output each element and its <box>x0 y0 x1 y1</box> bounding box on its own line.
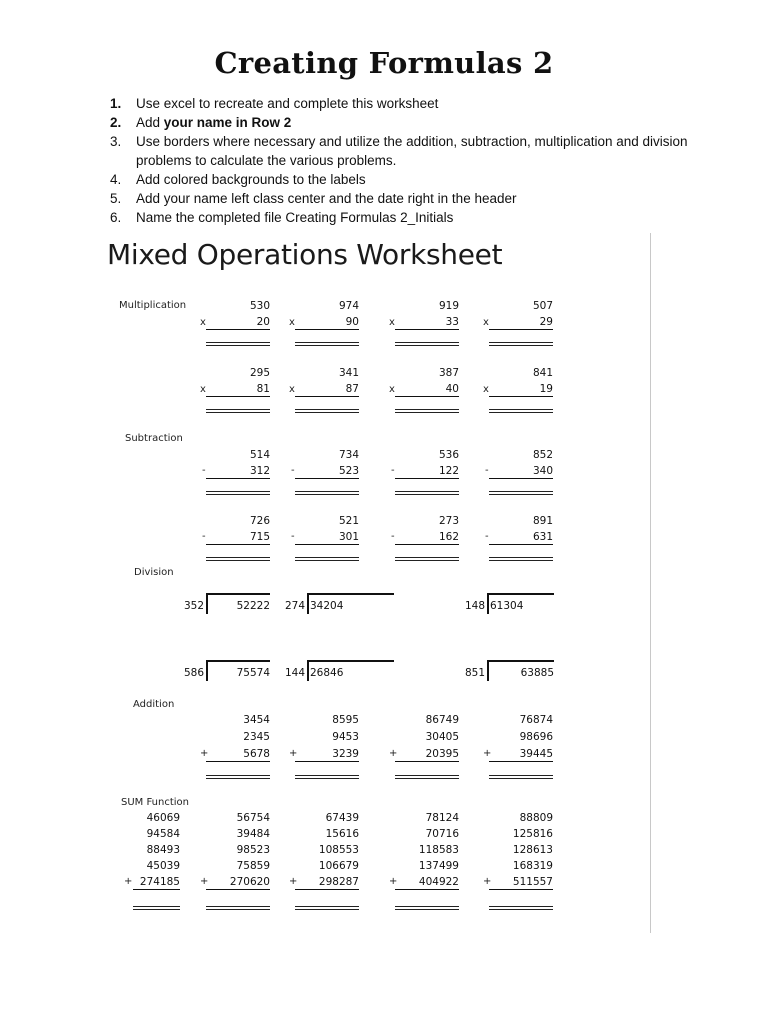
sum-value: 118583 <box>418 844 459 856</box>
mult-multiplier: 20 <box>256 316 270 328</box>
division-bracket-side <box>307 593 309 614</box>
answer-line <box>206 396 270 397</box>
divisor: 851 <box>464 667 485 679</box>
sum-value: 128613 <box>512 844 553 856</box>
answer-line <box>489 761 553 762</box>
answer-double-line <box>395 906 459 910</box>
answer-double-line <box>295 491 359 495</box>
mult-multiplicand: 295 <box>249 367 270 379</box>
multiply-sign: x <box>483 384 489 395</box>
dividend: 63885 <box>520 667 554 679</box>
worksheet-title: Mixed Operations Worksheet <box>107 238 503 271</box>
minus-sign: - <box>391 531 395 542</box>
answer-double-line <box>489 775 553 779</box>
sum-value: 39484 <box>236 828 270 840</box>
sub-minuend: 514 <box>249 449 270 461</box>
addend: 3454 <box>243 714 270 726</box>
page-title: Creating Formulas 2 <box>214 46 554 80</box>
instruction-item <box>110 132 696 170</box>
plus-sign: + <box>124 876 133 887</box>
plus-sign: + <box>483 876 492 887</box>
instruction-item <box>110 113 696 132</box>
multiply-sign: x <box>289 317 295 328</box>
sum-value: 125816 <box>512 828 553 840</box>
answer-line <box>295 478 359 479</box>
sub-minuend: 734 <box>338 449 359 461</box>
sub-subtrahend: 162 <box>438 531 459 543</box>
answer-double-line <box>206 491 270 495</box>
answer-line <box>206 889 270 890</box>
label-addition: Addition <box>133 699 175 710</box>
multiply-sign: x <box>389 317 395 328</box>
answer-double-line <box>395 557 459 561</box>
answer-double-line <box>206 342 270 346</box>
minus-sign: - <box>291 531 295 542</box>
dividend: 75574 <box>236 667 270 679</box>
sub-minuend: 726 <box>249 515 270 527</box>
divisor: 586 <box>183 667 204 679</box>
plus-sign: + <box>200 876 209 887</box>
plus-sign: + <box>200 748 209 759</box>
sum-value: 15616 <box>325 828 359 840</box>
answer-line <box>489 329 553 330</box>
plus-sign: + <box>289 876 298 887</box>
answer-double-line <box>206 409 270 413</box>
answer-line <box>395 544 459 545</box>
answer-double-line <box>395 775 459 779</box>
label-subtraction: Subtraction <box>125 433 183 444</box>
instruction-item <box>110 94 696 113</box>
answer-line <box>295 329 359 330</box>
sum-value: 46069 <box>146 812 180 824</box>
instruction-text: Use excel to recreate and complete this worksheet <box>136 96 439 111</box>
divisor: 148 <box>464 600 485 612</box>
answer-line <box>489 544 553 545</box>
instruction-text: Add your name left class center and the date right in the header <box>136 191 517 206</box>
answer-double-line <box>295 557 359 561</box>
instruction-text: Add colored backgrounds to the labels <box>136 172 366 187</box>
sum-value: 67439 <box>325 812 359 824</box>
answer-line <box>489 396 553 397</box>
answer-line <box>206 761 270 762</box>
answer-double-line <box>295 906 359 910</box>
instruction-item <box>110 208 696 227</box>
answer-line <box>489 478 553 479</box>
multiply-sign: x <box>289 384 295 395</box>
multiply-sign: x <box>483 317 489 328</box>
plus-sign: + <box>289 748 298 759</box>
addend: 76874 <box>519 714 553 726</box>
sum-value: 45039 <box>146 860 180 872</box>
dividend: 61304 <box>490 600 524 612</box>
answer-double-line <box>489 906 553 910</box>
instruction-item <box>110 170 696 189</box>
mult-multiplicand: 387 <box>438 367 459 379</box>
instruction-item <box>110 189 696 208</box>
instruction-number: 5. <box>110 191 122 206</box>
divisor: 144 <box>284 667 305 679</box>
instruction-text: Add <box>136 115 164 130</box>
sub-minuend: 536 <box>438 449 459 461</box>
sum-value: 75859 <box>236 860 270 872</box>
instruction-number: 3. <box>110 134 122 149</box>
mult-multiplicand: 919 <box>438 300 459 312</box>
sum-value: 298287 <box>318 876 359 888</box>
addend: 98696 <box>519 731 553 743</box>
instruction-text: Name the completed file Creating Formulas 2_Initials <box>136 210 454 225</box>
answer-double-line <box>489 409 553 413</box>
mult-multiplier: 19 <box>539 383 553 395</box>
answer-line <box>295 761 359 762</box>
sum-value: 56754 <box>236 812 270 824</box>
division-bracket-top <box>206 660 270 662</box>
addend: 9453 <box>332 731 359 743</box>
answer-double-line <box>295 342 359 346</box>
minus-sign: - <box>202 465 206 476</box>
label-sum-function: SUM Function <box>121 797 190 808</box>
answer-double-line <box>206 906 270 910</box>
sub-subtrahend: 631 <box>532 531 553 543</box>
minus-sign: - <box>291 465 295 476</box>
dividend: 34204 <box>310 600 344 612</box>
instruction-text: Use borders where necessary and utilize the addition, subtraction, multiplication and division problems to calculate the various problems. <box>136 134 688 168</box>
instruction-bold-text: your name in Row 2 <box>163 115 292 130</box>
sub-minuend: 852 <box>532 449 553 461</box>
answer-line <box>295 889 359 890</box>
answer-line <box>395 396 459 397</box>
sum-value: 168319 <box>512 860 553 872</box>
sum-value: 511557 <box>512 876 553 888</box>
division-bracket-top <box>307 660 394 662</box>
sum-value: 88809 <box>519 812 553 824</box>
sub-minuend: 273 <box>438 515 459 527</box>
minus-sign: - <box>391 465 395 476</box>
sum-value: 94584 <box>146 828 180 840</box>
sub-minuend: 891 <box>532 515 553 527</box>
instruction-number: 6. <box>110 210 122 225</box>
mult-multiplier: 87 <box>345 383 359 395</box>
plus-sign: + <box>389 876 398 887</box>
addend: 20395 <box>425 748 459 760</box>
mult-multiplicand: 530 <box>249 300 270 312</box>
answer-line <box>395 478 459 479</box>
answer-double-line <box>489 557 553 561</box>
minus-sign: - <box>202 531 206 542</box>
label-division: Division <box>134 567 174 578</box>
mult-multiplicand: 341 <box>338 367 359 379</box>
instructions-list <box>110 94 696 227</box>
sum-value: 78124 <box>425 812 459 824</box>
sub-minuend: 521 <box>338 515 359 527</box>
answer-double-line <box>489 491 553 495</box>
answer-line <box>295 544 359 545</box>
answer-line <box>395 761 459 762</box>
mult-multiplier: 33 <box>445 316 459 328</box>
sum-value: 274185 <box>139 876 180 888</box>
addend: 2345 <box>243 731 270 743</box>
page-edge-divider <box>650 233 651 933</box>
addend: 5678 <box>243 748 270 760</box>
sub-subtrahend: 312 <box>249 465 270 477</box>
division-bracket-top <box>307 593 394 595</box>
sum-value: 270620 <box>229 876 270 888</box>
answer-double-line <box>206 557 270 561</box>
dividend: 26846 <box>310 667 344 679</box>
answer-double-line <box>395 491 459 495</box>
answer-double-line <box>295 409 359 413</box>
sub-subtrahend: 301 <box>338 531 359 543</box>
answer-double-line <box>133 906 180 910</box>
mult-multiplier: 90 <box>345 316 359 328</box>
answer-line <box>206 478 270 479</box>
multiply-sign: x <box>200 384 206 395</box>
mult-multiplier: 81 <box>256 383 270 395</box>
label-multiplication: Multiplication <box>119 300 187 311</box>
answer-line <box>395 329 459 330</box>
sum-value: 108553 <box>318 844 359 856</box>
division-bracket-side <box>307 660 309 681</box>
addend: 86749 <box>425 714 459 726</box>
mult-multiplicand: 507 <box>532 300 553 312</box>
multiply-sign: x <box>200 317 206 328</box>
answer-line <box>395 889 459 890</box>
answer-line <box>206 329 270 330</box>
answer-double-line <box>295 775 359 779</box>
sum-value: 137499 <box>418 860 459 872</box>
answer-double-line <box>206 775 270 779</box>
answer-line <box>489 889 553 890</box>
division-bracket-top <box>206 593 270 595</box>
divisor: 274 <box>284 600 305 612</box>
instruction-number: 4. <box>110 172 122 187</box>
minus-sign: - <box>485 465 489 476</box>
sub-subtrahend: 340 <box>532 465 553 477</box>
mult-multiplicand: 974 <box>338 300 359 312</box>
mult-multiplier: 29 <box>539 316 553 328</box>
sum-value: 70716 <box>425 828 459 840</box>
divisor: 352 <box>183 600 204 612</box>
multiply-sign: x <box>389 384 395 395</box>
division-bracket-top <box>487 660 554 662</box>
sub-subtrahend: 523 <box>338 465 359 477</box>
sum-value: 404922 <box>418 876 459 888</box>
answer-double-line <box>489 342 553 346</box>
addend: 3239 <box>332 748 359 760</box>
division-bracket-side <box>487 593 489 614</box>
plus-sign: + <box>483 748 492 759</box>
addend: 8595 <box>332 714 359 726</box>
sum-value: 88493 <box>146 844 180 856</box>
minus-sign: - <box>485 531 489 542</box>
answer-line <box>295 396 359 397</box>
plus-sign: + <box>389 748 398 759</box>
mult-multiplicand: 841 <box>532 367 553 379</box>
instruction-number: 2. <box>110 115 122 130</box>
dividend: 52222 <box>236 600 270 612</box>
division-bracket-top <box>487 593 554 595</box>
answer-double-line <box>395 342 459 346</box>
sub-subtrahend: 715 <box>249 531 270 543</box>
sum-value: 106679 <box>318 860 359 872</box>
addend: 30405 <box>425 731 459 743</box>
sub-subtrahend: 122 <box>438 465 459 477</box>
answer-line <box>206 544 270 545</box>
mult-multiplier: 40 <box>445 383 459 395</box>
instruction-number: 1. <box>110 96 122 111</box>
answer-double-line <box>395 409 459 413</box>
sum-value: 98523 <box>236 844 270 856</box>
answer-line <box>133 889 180 890</box>
addend: 39445 <box>519 748 553 760</box>
